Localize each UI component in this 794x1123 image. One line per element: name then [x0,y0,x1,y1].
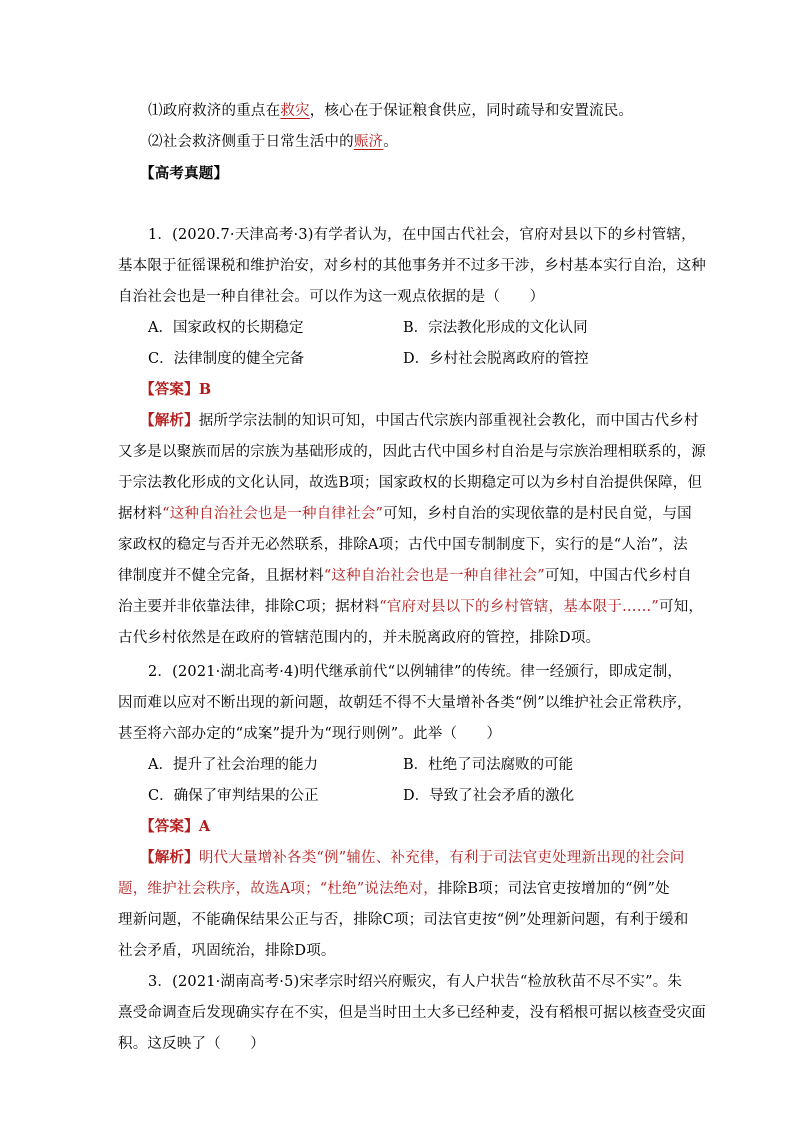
question-3-line-1: 3．(2021·湖南高考·5)宋孝宗时绍兴府赈灾，有人户状告“检放秋苗不尽不实”。朱 [148,974,683,990]
question-2-analysis-line-1 [140,848,684,868]
question-1-analysis-line-8: 古代乡村依然是在政府的管辖范围内的，并未脱离政府的管控，排除D项。 [118,630,601,646]
question-1-analysis-line-7 [118,597,703,617]
analysis-text: 可知， [659,599,704,615]
analysis-text: 据所学宗法制的知识可知，中国古代宗族内部重视社会教化，而中国古代乡村 [198,413,699,429]
intro-paragraph-2 [148,132,398,152]
analysis-text: 据材料 [118,506,163,522]
answer-value: A [198,818,211,835]
quoted-material: “杜绝”说法绝对， [319,881,438,897]
quoted-material: “这种自治社会也是一种自律社会” [323,568,545,584]
highlight-term: 赈济 [353,134,384,150]
analysis-tag: 【解析】 [140,412,199,429]
question-2-line-1: 2．(2021·湖北高考·4)明代继承前代“以例辅律”的传统。律一经颁行，即成定制， [148,664,683,680]
question-1-analysis-line-2: 又多是以聚族而居的宗族为基础形成的，因此古代中国乡村自治是与宗族治理相联系的，源 [118,444,706,460]
intro-text: ⑴政府救济的重点在 [148,103,281,119]
question-2-line-3: 甚至将六部办定的“成案”提升为“现行则例”。此举（ ） [118,726,502,742]
question-1-analysis-line-4 [118,504,692,524]
question-1-option-b: B．宗法教化形成的文化认同 [403,320,588,336]
analysis-text: 可知，中国古代乡村自 [544,568,692,584]
question-1-line-2: 基本限于征徭课税和维护治安，对乡村的其他事务并不过多干涉，乡村基本实行自治，这种 [118,258,706,274]
question-1-answer [140,380,211,400]
intro-text: 。 [383,134,398,150]
question-2-option-b: B．杜绝了司法腐败的可能 [403,757,574,773]
quoted-material: “这种自治社会也是一种自律社会” [162,506,384,522]
question-2-line-2: 因而难以应对不断出现的新问题，故朝廷不得不大量增补各类“例”以维护社会正常秩序， [118,695,692,711]
question-2-option-a: A．提升了社会治理的能力 [148,757,318,773]
question-2-option-c: C．确保了审判结果的公正 [148,788,319,804]
analysis-text: 题，维护社会秩序，故选A项； [118,881,320,897]
analysis-text: 排除B项；司法官吏按增加的“例”处 [437,881,670,897]
highlight-term: 救灾 [280,103,310,119]
question-1-analysis-line-3: 于宗法教化形成的文化认同，故选B项；国家政权的长期稳定可以为乡村自治提供保障，但 [118,475,703,491]
question-1-line-1: 1．(2020.7·天津高考·3)有学者认为，在中国古代社会，官府对县以下的乡村管辖， [148,227,696,243]
question-2-option-d: D．导致了社会矛盾的激化 [403,788,575,804]
question-3-line-3: 积。这反映了（ ） [118,1036,265,1052]
analysis-text: 治主要并非依靠法律，排除C项；据材料 [118,599,380,615]
question-3-line-2: 熹受命调查后发现确实存在不实，但是当时田土大多已经种麦，没有稻根可据以核查受灾面 [118,1005,706,1021]
analysis-text: 可知，乡村自治的实现依靠的是村民自觉，与国 [383,506,692,522]
quoted-material: “官府对县以下的乡村管辖，基本限于……” [379,599,660,615]
question-2-analysis-line-4: 社会矛盾，巩固统治，排除D项。 [118,943,336,959]
intro-text: ，核心在于保证粮食供应，同时疏导和安置流民。 [309,103,634,119]
question-2-analysis-line-2 [118,879,670,899]
question-1-line-3: 自治社会也是一种自律社会。可以作为这一观点依据的是（ ） [118,289,545,305]
analysis-text: 律制度并不健全完备，且据材料 [118,568,324,584]
question-1-option-c: C．法律制度的健全完备 [148,351,305,367]
answer-value: B [198,381,212,398]
analysis-tag: 【解析】 [140,849,199,866]
question-1-analysis-line-6 [118,566,692,586]
question-1-analysis-line-1 [140,411,699,431]
question-2-answer [140,817,210,837]
intro-paragraph-1 [148,101,633,121]
answer-tag: 【答案】 [140,818,199,835]
question-1-option-a: A．国家政权的长期稳定 [148,320,304,336]
question-1-option-d: D．乡村社会脱离政府的管控 [403,351,589,367]
question-1-analysis-line-5: 家政权的稳定与否并无必然联系，排除A项；古代中国专制制度下，实行的是“人治”，法 [118,537,688,553]
intro-text: ⑵社会救济侧重于日常生活中的 [148,134,354,150]
section-title: 【高考真题】 [140,165,229,182]
question-2-analysis-line-3: 理新问题，不能确保结果公正与否，排除C项；司法官吏按“例”处理新问题，有利于缓和 [118,912,689,928]
analysis-text: 明代大量增补各类“例”辅佐、补充律，有利于司法官吏处理新出现的社会问 [198,850,685,866]
answer-tag: 【答案】 [140,381,199,398]
